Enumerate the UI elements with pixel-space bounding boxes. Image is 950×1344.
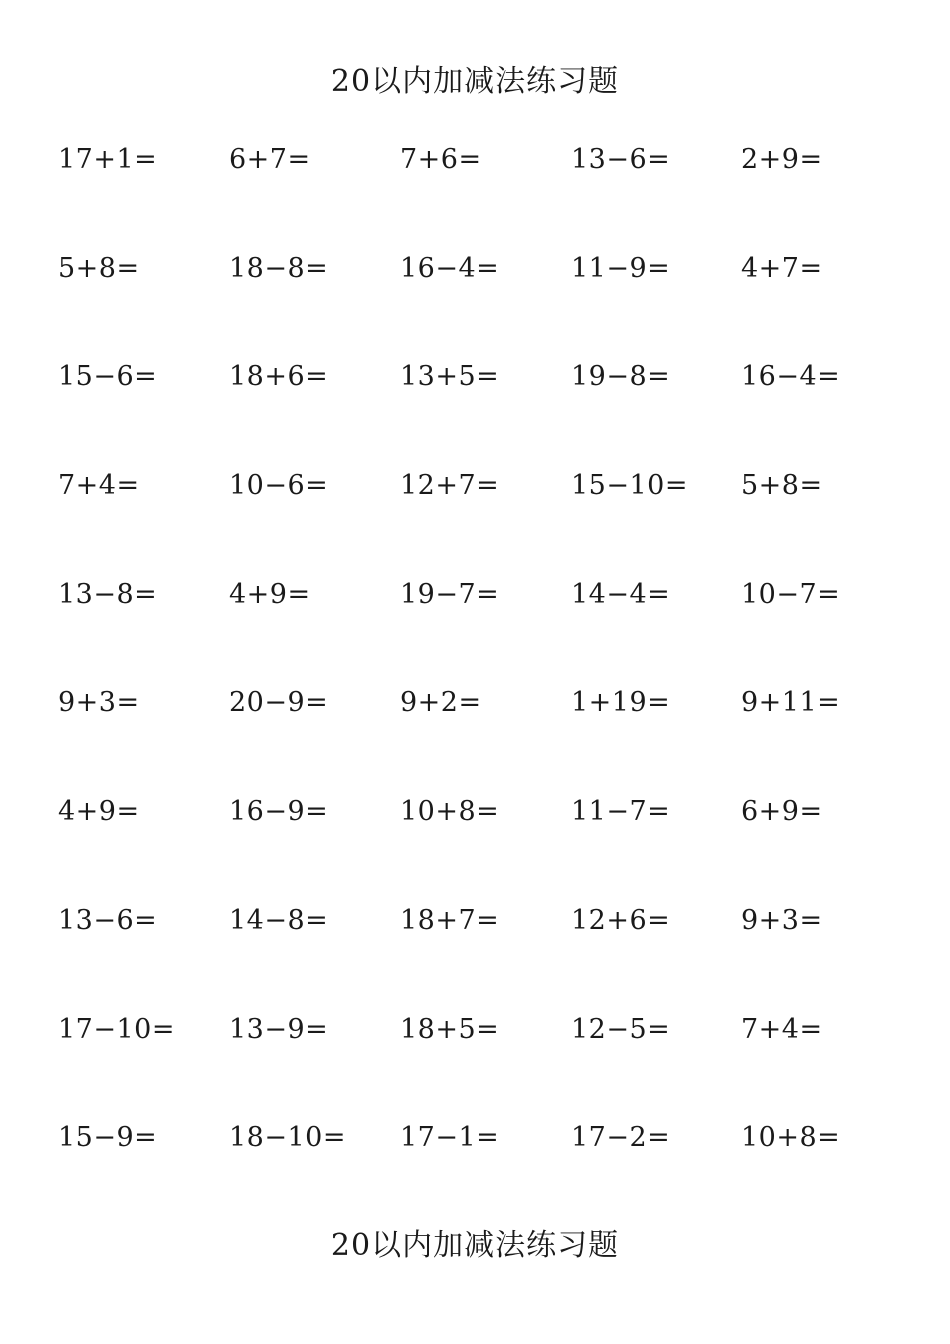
problem-item: 13−6= bbox=[58, 904, 158, 936]
problem-item: 9+3= bbox=[741, 904, 823, 936]
problem-item: 7+4= bbox=[741, 1013, 823, 1045]
problem-item: 9+2= bbox=[400, 687, 482, 719]
problem-item: 6+9= bbox=[741, 796, 823, 828]
problem-row bbox=[58, 251, 918, 360]
problem-row bbox=[58, 794, 918, 903]
problem-item: 10+8= bbox=[741, 1122, 841, 1154]
problem-item: 11−9= bbox=[571, 252, 671, 284]
problem-item: 4+9= bbox=[229, 578, 311, 610]
problem-item: 18+6= bbox=[229, 361, 329, 393]
problem-item: 16−4= bbox=[400, 252, 500, 284]
problem-item: 12+6= bbox=[571, 904, 671, 936]
problem-row bbox=[58, 468, 918, 577]
problem-row bbox=[58, 1120, 918, 1229]
problem-item: 19−7= bbox=[400, 578, 500, 610]
problem-item: 5+8= bbox=[58, 252, 140, 284]
problem-item: 19−8= bbox=[571, 361, 671, 393]
page-title-next: 20以内加减法练习题 bbox=[330, 1228, 620, 1263]
problem-item: 9+11= bbox=[741, 687, 841, 719]
problem-row bbox=[58, 685, 918, 794]
problem-item: 20−9= bbox=[229, 687, 329, 719]
problem-item: 13−9= bbox=[229, 1013, 329, 1045]
problem-item: 14−8= bbox=[229, 904, 329, 936]
problem-item: 5+8= bbox=[741, 470, 823, 502]
problem-item: 15−10= bbox=[571, 470, 688, 502]
problem-item: 4+7= bbox=[741, 252, 823, 284]
problem-item: 13−6= bbox=[571, 144, 671, 175]
problem-item: 15−6= bbox=[58, 361, 158, 393]
problem-item: 6+7= bbox=[229, 144, 311, 175]
problem-item: 4+9= bbox=[58, 796, 140, 828]
problem-item: 2+9= bbox=[741, 144, 823, 175]
problem-item: 17−10= bbox=[58, 1013, 175, 1045]
problem-row bbox=[58, 1012, 918, 1121]
problem-item: 17−1= bbox=[400, 1122, 500, 1154]
problem-row bbox=[58, 577, 918, 686]
problem-item: 16−9= bbox=[229, 796, 329, 828]
problem-item: 10+8= bbox=[400, 796, 500, 828]
problem-item: 12+7= bbox=[400, 470, 500, 502]
problem-item: 7+6= bbox=[400, 144, 482, 175]
problem-item: 17−2= bbox=[571, 1122, 671, 1154]
problem-item: 11−7= bbox=[571, 796, 671, 828]
problem-item: 9+3= bbox=[58, 687, 140, 719]
problem-item: 18−10= bbox=[229, 1122, 346, 1154]
problem-item: 18−8= bbox=[229, 252, 329, 284]
problem-item: 7+4= bbox=[58, 470, 140, 502]
problem-item: 13−8= bbox=[58, 578, 158, 610]
problem-item: 14−4= bbox=[571, 578, 671, 610]
problem-item: 10−6= bbox=[229, 470, 329, 502]
problem-item: 18+7= bbox=[400, 904, 500, 936]
problem-item: 1+19= bbox=[571, 687, 671, 719]
problem-row bbox=[58, 142, 918, 251]
problem-row bbox=[58, 359, 918, 468]
page-title: 20以内加减法练习题 bbox=[330, 64, 620, 99]
problem-item: 10−7= bbox=[741, 578, 841, 610]
problem-item: 13+5= bbox=[400, 361, 500, 393]
problem-item: 18+5= bbox=[400, 1013, 500, 1045]
problem-item: 16−4= bbox=[741, 361, 841, 393]
problem-item: 15−9= bbox=[58, 1122, 158, 1154]
problem-grid bbox=[58, 142, 918, 1229]
problem-item: 17+1= bbox=[58, 144, 158, 175]
problem-item: 12−5= bbox=[571, 1013, 671, 1045]
problem-row bbox=[58, 903, 918, 1012]
